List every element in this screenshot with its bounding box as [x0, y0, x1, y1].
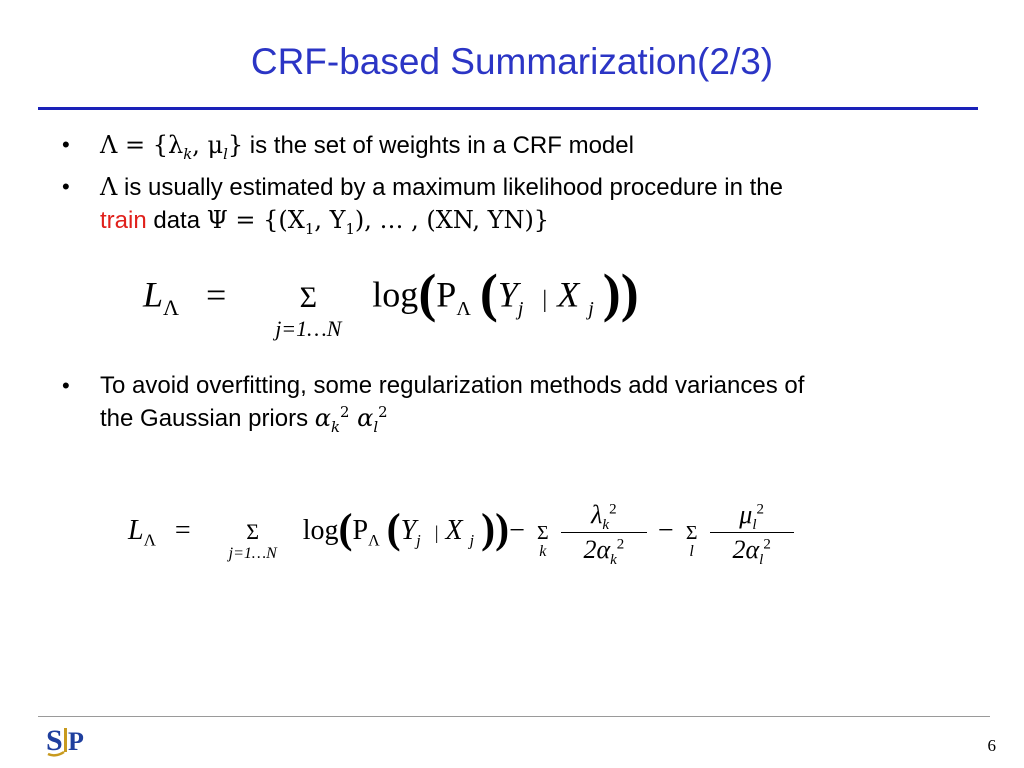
den-alpha: 2α [583, 535, 611, 564]
num-sup: 2 [609, 501, 617, 518]
eq-lhs-sub: Λ [143, 530, 156, 550]
eq-sub: j [517, 297, 524, 320]
math-tail: ), … , (XN, YN)} [354, 206, 550, 234]
eq-fraction-mu [710, 500, 794, 569]
num-sub: l [752, 517, 757, 534]
bullet-marker: • [62, 373, 70, 398]
eq-minus: − [657, 514, 674, 546]
bullet-text [100, 129, 962, 162]
eq-sum-l [681, 515, 703, 560]
eq-prob-sub: Λ [368, 532, 380, 550]
math-sub: k [331, 417, 341, 436]
num-sup: 2 [756, 501, 765, 518]
eq-sub: j [469, 532, 475, 550]
eq-log: log [372, 274, 419, 315]
bullet-body: is the set of weights in a CRF model [243, 132, 634, 159]
den-sup: 2 [616, 536, 625, 553]
bullet-body-line1: To avoid overfitting, some regularization methods add variances of [100, 372, 805, 399]
math-psi: Ψ = {(X [206, 206, 305, 234]
eq-log: log [302, 514, 339, 546]
slp-lab-logo-icon [44, 720, 96, 758]
num-mu: μ [739, 500, 753, 529]
eq-given: | [542, 286, 548, 313]
eq-prob-sub: Λ [456, 297, 471, 320]
bullet-text [100, 370, 962, 435]
math-sub: 1 [345, 219, 355, 238]
math-lambda: Λ [100, 173, 118, 201]
eq-fraction-lambda [561, 500, 647, 569]
math-sub: l [223, 144, 228, 163]
sum-symbol: Σ [537, 521, 549, 544]
logo-letter-p: P [68, 727, 84, 756]
sum-index: j=1…N [228, 544, 277, 562]
eq-lhs: L [128, 514, 144, 546]
sum-symbol: Σ [246, 518, 260, 544]
fraction-denominator [710, 533, 794, 569]
eq-y: Y [400, 514, 417, 546]
bullet-text [100, 171, 962, 237]
math-lambda-set: Λ = {λ [100, 131, 184, 159]
eq-sub: j [416, 532, 421, 550]
sum-symbol: Σ [685, 521, 698, 544]
den-sub: k [610, 552, 617, 569]
eq-lhs: L [143, 274, 164, 315]
highlight-train: train [100, 207, 147, 234]
math-sub: l [373, 417, 379, 436]
eq-paren: ( [338, 506, 353, 553]
eq-paren-close: )) [481, 506, 510, 553]
eq-equals: = [174, 514, 191, 546]
den-alpha: 2α [732, 535, 760, 564]
math-close-brace: } [227, 131, 244, 159]
num-sub: k [602, 517, 610, 534]
eq-paren: ( [418, 263, 437, 323]
math-sub: k [183, 144, 193, 163]
bullet-marker: • [62, 132, 70, 157]
eq-paren: ( [386, 506, 401, 553]
math-mu: , μ [192, 131, 224, 159]
logo-graphic [44, 720, 96, 758]
math-sup: 2 [378, 403, 388, 421]
sum-index: l [689, 542, 694, 560]
sum-index: k [539, 542, 547, 560]
eq-minus: − [509, 514, 525, 546]
bullet-body-line2: the Gaussian priors [100, 405, 315, 432]
fraction-numerator [561, 500, 647, 533]
eq-prob: P [436, 274, 457, 315]
math-y: , Y [314, 206, 346, 234]
bullet-marker: • [62, 174, 70, 199]
eq-x: X [557, 274, 580, 315]
num-lambda: λ [591, 500, 603, 529]
eq-y: Y [497, 274, 518, 315]
den-sub: l [759, 552, 764, 569]
bullet-body-line1: is usually estimated by a maximum likelihood procedure in the [117, 174, 783, 201]
math-alpha: α [349, 404, 374, 432]
math-alpha: α [314, 404, 331, 432]
math-sup: 2 [340, 403, 350, 421]
eq-x: X [445, 514, 463, 546]
page-number: 6 [987, 736, 996, 755]
eq-paren-close: )) [602, 263, 639, 323]
eq-sum [253, 274, 363, 341]
eq-lhs-sub: Λ [163, 294, 179, 320]
eq-given: | [434, 522, 439, 544]
eq-sub: j [588, 297, 594, 320]
logo-letter-s: S [46, 724, 63, 757]
den-sup: 2 [763, 536, 771, 553]
fraction-denominator [561, 533, 647, 569]
logo-letter-l [64, 728, 67, 752]
bullet-weights [62, 129, 962, 162]
bullet-estimation [62, 171, 962, 237]
slide-title: CRF-based Summarization(2/3) [250, 41, 774, 82]
eq-sum-k [532, 515, 554, 560]
eq-equals: = [205, 274, 227, 315]
eq-prob: P [352, 514, 369, 546]
eq-paren: ( [479, 263, 498, 323]
sum-symbol: Σ [299, 280, 318, 314]
eq-sum [210, 515, 296, 562]
footer-divider [38, 716, 990, 717]
equation-regularized-likelihood [128, 500, 794, 580]
bullet-body-line2: data [146, 207, 207, 234]
bullet-regularization [62, 370, 962, 435]
sum-index: j=1…N [275, 315, 342, 341]
math-sub: 1 [304, 219, 315, 238]
fraction-numerator [710, 500, 794, 533]
title-divider [38, 107, 978, 110]
equation-log-likelihood [143, 262, 639, 341]
